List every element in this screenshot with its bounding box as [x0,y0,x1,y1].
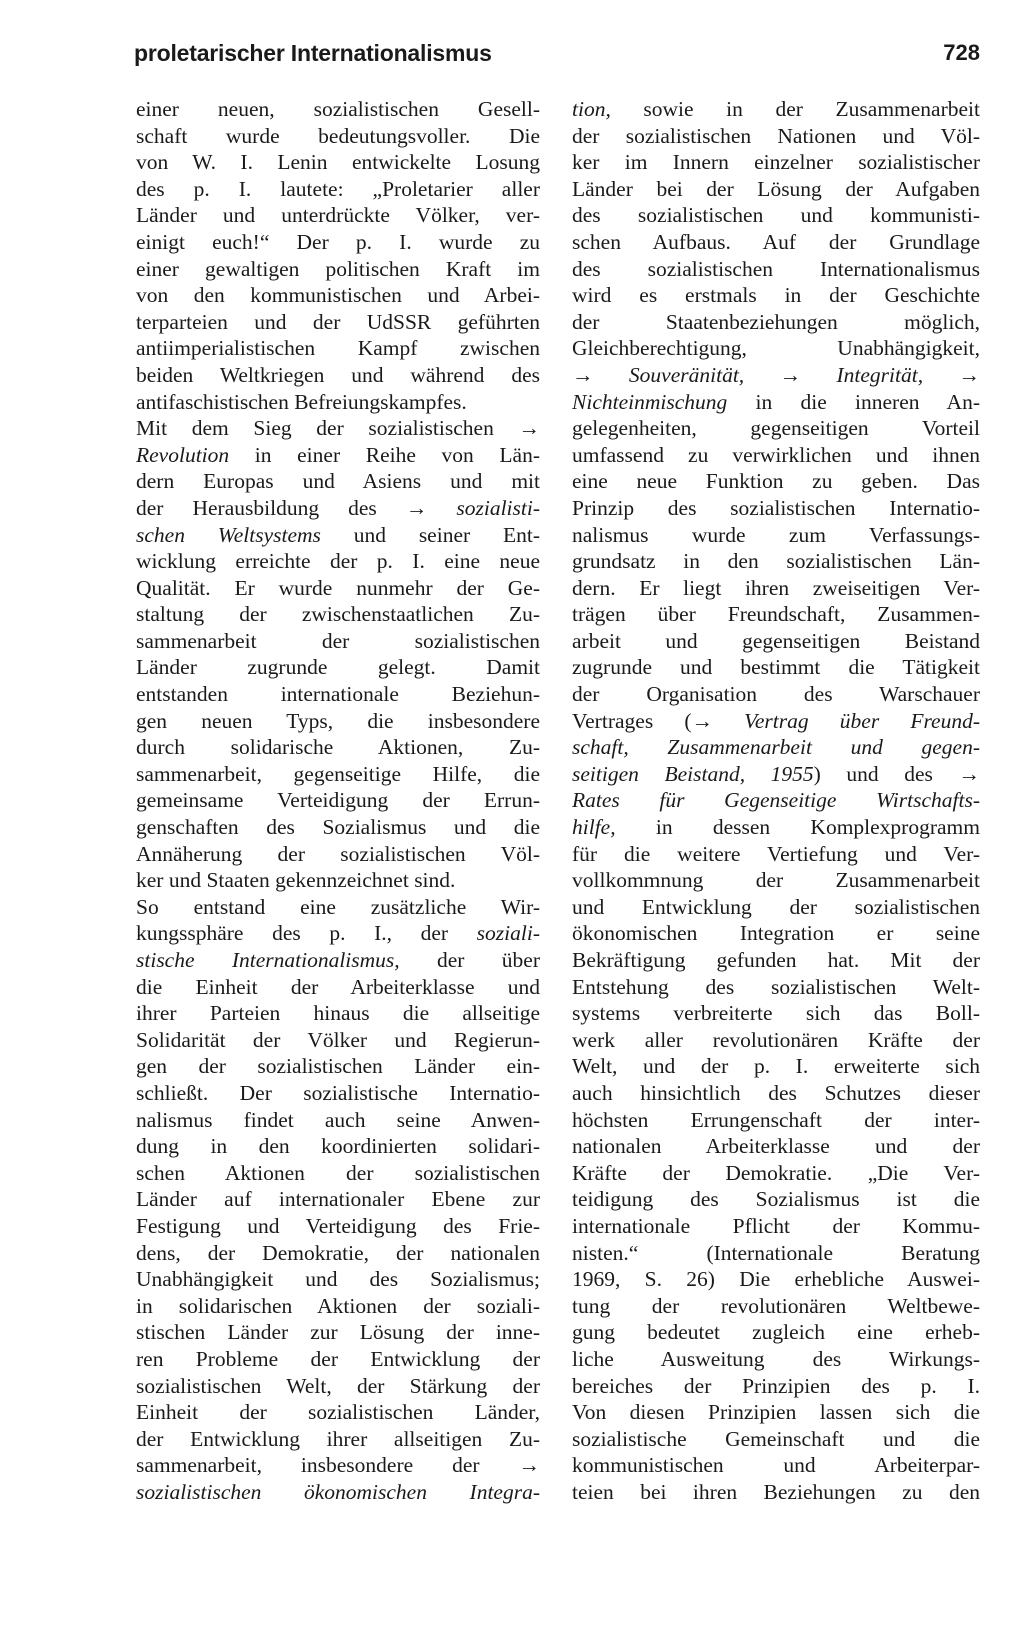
text-segment: von W. I. Lenin entwickelte Losung [136,150,540,175]
text-segment: Länder auf internationaler Ebene zur [136,1187,540,1212]
text-line [572,894,980,921]
text-line [572,575,980,602]
text-segment: kommunistischen und Arbeiterpar- [572,1453,980,1478]
text-segment: umfassend zu verwirklichen und ihnen [572,442,980,467]
text-segment: Mit dem Sieg der sozialistischen → [136,416,540,441]
text-line [572,1240,980,1267]
text-segment: → [744,362,837,387]
text-line [572,229,980,256]
text-line [572,96,980,123]
text-segment: gemeinsame Verteidigung der Errun- [136,788,540,813]
text-line [136,309,540,336]
text-segment: liche Ausweitung des Wirkungs- [572,1346,980,1371]
text-line [136,229,540,256]
text-line [136,1213,540,1240]
right-text-column [572,96,980,1505]
text-line [572,1426,980,1453]
text-line [136,335,540,362]
text-segment: Länder bei der Lösung der Aufgaben [572,176,980,201]
text-line [572,1186,980,1213]
text-line [572,522,980,549]
text-line [136,96,540,123]
text-segment: tung der revolutionären Weltbewe- [572,1293,980,1318]
italic-text-segment: stische Internationalismus, [136,948,400,972]
text-segment: höchsten Errungenschaft der inter- [572,1107,980,1132]
left-text-column [136,96,540,1505]
text-segment: in die inneren An- [727,389,980,414]
text-segment: entstanden internationale Beziehun- [136,682,540,707]
italic-text-segment: seitigen Beistand, 1955 [572,761,814,786]
text-line [136,176,540,203]
text-line [136,415,540,442]
text-segment: schen Aktionen der sozialistischen [136,1160,540,1185]
text-line [136,1346,540,1373]
text-segment: dern Europas und Asiens und mit [136,469,540,494]
text-segment: ) und des → [813,761,980,786]
text-line [136,894,540,921]
text-segment: nalismus findet auch seine Anwen- [136,1107,540,1132]
text-line [136,1426,540,1453]
text-line [572,389,980,416]
text-line [136,734,540,761]
text-segment: sozialistische Gemeinschaft und die [572,1426,980,1451]
text-segment: des p. I. lautete: „Proletarier aller [136,176,540,201]
text-segment: → [923,362,980,387]
text-line [136,1027,540,1054]
page-header [134,40,980,80]
text-segment: von den kommunistischen und Arbei- [136,283,540,308]
text-line [136,1133,540,1160]
text-segment: Länder und unterdrückte Völker, ver- [136,203,540,228]
text-line [572,947,980,974]
text-segment: schließt. Der sozialistische Internatio- [136,1080,540,1105]
text-line [136,123,540,150]
text-segment: ker im Innern einzelner sozialistischer [572,150,980,175]
text-segment: des sozialistischen Internationalismus [572,256,980,281]
text-line [136,654,540,681]
text-line [136,1053,540,1080]
text-segment: beiden Weltkriegen und während des [136,362,540,387]
text-line [136,495,540,522]
text-line [572,282,980,309]
text-line [136,1000,540,1027]
text-line [136,708,540,735]
text-segment: der sozialistischen Nationen und Völ- [572,123,980,148]
text-segment: gen der sozialistischen Länder ein- [136,1054,540,1079]
text-segment: Bekräftigung gefunden hat. Mit der [572,948,980,972]
text-line [136,681,540,708]
text-segment: teidigung des Sozialismus ist die [572,1187,980,1212]
italic-text-segment: Vertrag über Freund- [744,708,980,733]
text-segment: gen neuen Typs, die insbesondere [136,708,540,733]
text-line [572,442,980,469]
text-line [136,814,540,841]
text-segment: Annäherung der sozialistischen Völ- [136,841,540,866]
text-segment: werk aller revolutionären Kräfte der [572,1027,980,1052]
text-line [572,149,980,176]
text-line [572,123,980,150]
text-line [136,1373,540,1400]
text-segment: ihrer Parteien hinaus die allseitige [136,1001,540,1026]
text-line [136,974,540,1001]
text-line [136,1160,540,1187]
text-line [136,256,540,283]
text-segment: dern. Er liegt ihren zweiseitigen Ver- [572,575,980,600]
text-line [572,1266,980,1293]
text-line [572,974,980,1001]
text-segment: durch solidarische Aktionen, Zu- [136,735,540,760]
text-segment: systems verbreiterte sich das Boll- [572,1001,980,1026]
text-segment: sowie in der Zusammenarbeit [610,97,980,121]
text-segment: grundsatz in den sozialistischen Län- [572,549,980,574]
text-line [136,1452,540,1479]
text-segment: ökonomischen Integration er seine [572,921,980,946]
text-line [572,176,980,203]
text-line [136,947,540,974]
text-segment: Prinzip des sozialistischen Internatio- [572,495,980,520]
text-segment: nalismus wurde zum Verfassungs- [572,522,980,547]
text-segment: genschaften des Sozialismus und die [136,815,540,840]
text-line [572,256,980,283]
text-segment: und seiner Ent- [320,522,540,547]
italic-text-segment: tion, [572,97,611,121]
text-line [136,282,540,309]
text-segment: Qualität. Er wurde nunmehr der Ge- [136,575,540,600]
text-segment: die Einheit der Arbeiterklasse und [136,974,540,999]
text-segment: und Entwicklung der sozialistischen [572,894,980,919]
text-line [136,1479,540,1506]
text-segment: in dessen Komplexprogramm [615,815,980,840]
text-segment: stischen Länder zur Lösung der inne- [136,1320,540,1345]
text-line [572,202,980,229]
text-segment: Solidarität der Völker und Regierun- [136,1027,540,1052]
text-segment: auch hinsichtlich des Schutzes dieser [572,1080,980,1105]
text-segment: schen Aufbaus. Auf der Grundlage [572,229,980,254]
text-segment: Vertrages (→ [572,708,745,733]
text-segment: kungssphäre des p. I., der [136,921,477,946]
text-line [572,548,980,575]
text-segment: sammenarbeit, gegenseitige Hilfe, die [136,761,540,786]
text-line [572,1293,980,1320]
text-segment: So entstand eine zusätzliche Wir- [136,894,540,919]
text-segment: in einer Reihe von Län- [229,442,540,467]
text-line [572,654,980,681]
text-line [136,1240,540,1267]
text-line [572,1027,980,1054]
text-segment: eine neue Funktion zu geben. Das [572,469,980,494]
text-segment: der über [399,948,540,972]
text-line [136,468,540,495]
text-segment: einer gewaltigen politischen Kraft im [136,256,540,281]
text-segment: Unabhängigkeit und des Sozialismus; [136,1267,540,1292]
text-line [136,548,540,575]
text-segment: staltung der zwischenstaatlichen Zu- [136,602,540,627]
text-line [572,841,980,868]
text-line [572,681,980,708]
text-line [136,761,540,788]
text-segment: Von diesen Prinzipien lassen sich die [572,1400,980,1425]
text-line [572,787,980,814]
text-line [572,415,980,442]
text-line [136,362,540,389]
text-segment: schaft wurde bedeutungsvoller. Die [136,123,540,148]
text-line [136,628,540,655]
text-line [136,787,540,814]
text-segment: Welt, und der p. I. erweiterte sich [572,1054,980,1079]
text-line [572,867,980,894]
text-segment: der Staatenbeziehungen möglich, [572,309,980,334]
text-segment: gelegenheiten, gegenseitigen Vorteil [572,416,980,441]
text-line [572,1213,980,1240]
text-segment: der Organisation des Warschauer [572,682,980,707]
text-segment: einer neuen, sozialistischen Gesell- [136,97,540,121]
text-segment: sammenarbeit, insbesondere der → [136,1453,540,1478]
text-line [572,1452,980,1479]
text-segment: Festigung und Verteidigung des Frie- [136,1213,540,1238]
text-line [572,309,980,336]
italic-text-segment: schen Weltsystems [136,522,321,547]
text-segment: gung bedeutet zugleich eine erheb- [572,1320,980,1345]
text-line [136,1399,540,1426]
text-line [572,1107,980,1134]
text-segment: sozialistischen Welt, der Stärkung der [136,1373,540,1398]
text-line [136,522,540,549]
text-segment: Einheit der sozialistischen Länder, [136,1400,540,1425]
text-line [136,149,540,176]
text-line [136,841,540,868]
running-head-title: proletarischer Internationalismus [134,40,492,66]
text-line [136,867,540,894]
text-line [572,1053,980,1080]
text-segment: ker und Staaten gekennzeichnet sind. [136,868,456,893]
text-line [136,202,540,229]
italic-text-segment: Nichteinmischung [572,389,728,414]
italic-text-segment: Integrität, [836,362,924,387]
italic-text-segment: sozialisti- [456,495,540,520]
text-line [572,920,980,947]
text-segment: vollkommnung der Zusammenarbeit [572,868,980,893]
text-line [136,1266,540,1293]
text-segment: internationale Pflicht der Kommu- [572,1213,980,1238]
text-segment: terparteien und der UdSSR geführten [136,309,540,334]
text-segment: in solidarischen Aktionen der soziali- [136,1293,540,1318]
text-line [136,1186,540,1213]
text-segment: trägen über Freundschaft, Zusammen- [572,602,980,627]
page-number: 728 [943,40,980,65]
italic-text-segment: soziali- [476,921,540,946]
text-line [572,1080,980,1107]
text-segment: Entstehung des sozialistischen Welt- [572,974,980,999]
text-segment: einigt euch!“ Der p. I. wurde zu [136,229,540,254]
text-line [572,708,980,735]
text-line [572,814,980,841]
text-line [572,495,980,522]
text-line [572,362,980,389]
text-segment: 1969, S. 26) Die erhebliche Auswei- [572,1267,980,1292]
text-segment: → [572,362,629,387]
text-segment: Länder zugrunde gelegt. Damit [136,655,540,680]
italic-text-segment: Souveränität, [628,362,745,387]
text-line [136,920,540,947]
text-line [572,1479,980,1506]
text-segment: wird es erstmals in der Geschichte [572,283,980,308]
text-segment: des sozialistischen und kommunisti- [572,203,980,228]
text-line [572,601,980,628]
text-line [572,1346,980,1373]
text-segment: zugrunde und bestimmt die Tätigkeit [572,655,980,680]
text-line [136,389,540,416]
text-segment: dung in den koordinierten solidari- [136,1134,540,1159]
text-segment: nationalen Arbeiterklasse und der [572,1134,980,1159]
text-line [572,734,980,761]
text-line [572,1373,980,1400]
text-line [572,1319,980,1346]
text-line [136,575,540,602]
text-line [136,1107,540,1134]
text-segment: sammenarbeit der sozialistischen [136,628,540,653]
text-segment: wicklung erreichte der p. I. eine neue [136,549,540,574]
text-segment: arbeit und gegenseitigen Beistand [572,628,980,653]
text-segment: der Entwicklung ihrer allseitigen Zu- [136,1426,540,1451]
text-line [572,1399,980,1426]
text-line [572,628,980,655]
text-segment: antifaschistischen Befreiungskampfes. [136,389,467,414]
text-segment: bereiches der Prinzipien des p. I. [572,1373,980,1398]
text-line [136,442,540,469]
text-segment: dens, der Demokratie, der nationalen [136,1240,540,1265]
text-line [572,1133,980,1160]
text-line [572,1160,980,1187]
text-line [572,1000,980,1027]
text-line [572,761,980,788]
text-segment: Kräfte der Demokratie. „Die Ver- [572,1160,980,1185]
text-segment: Gleichberechtigung, Unabhängigkeit, [572,336,980,361]
text-segment: für die weitere Vertiefung und Ver- [572,841,980,866]
italic-text-segment: schaft, Zusammenarbeit und gegen- [572,735,980,760]
text-segment: antiimperialistischen Kampf zwischen [136,336,540,361]
text-line [136,1319,540,1346]
italic-text-segment: hilfe, [572,815,616,840]
text-line [136,1080,540,1107]
text-line [572,335,980,362]
text-line [136,601,540,628]
italic-text-segment: sozialistischen ökonomischen Integra- [136,1479,540,1504]
text-segment: ren Probleme der Entwicklung der [136,1346,540,1371]
text-line [136,1293,540,1320]
text-line [572,468,980,495]
italic-text-segment: Rates für Gegenseitige Wirtschafts- [572,788,980,813]
text-segment: teien bei ihren Beziehungen zu den [572,1479,980,1504]
italic-text-segment: Revolution [136,442,230,467]
text-segment: nisten.“ (Internationale Beratung [572,1240,980,1265]
text-segment: der Herausbildung des → [136,495,457,520]
